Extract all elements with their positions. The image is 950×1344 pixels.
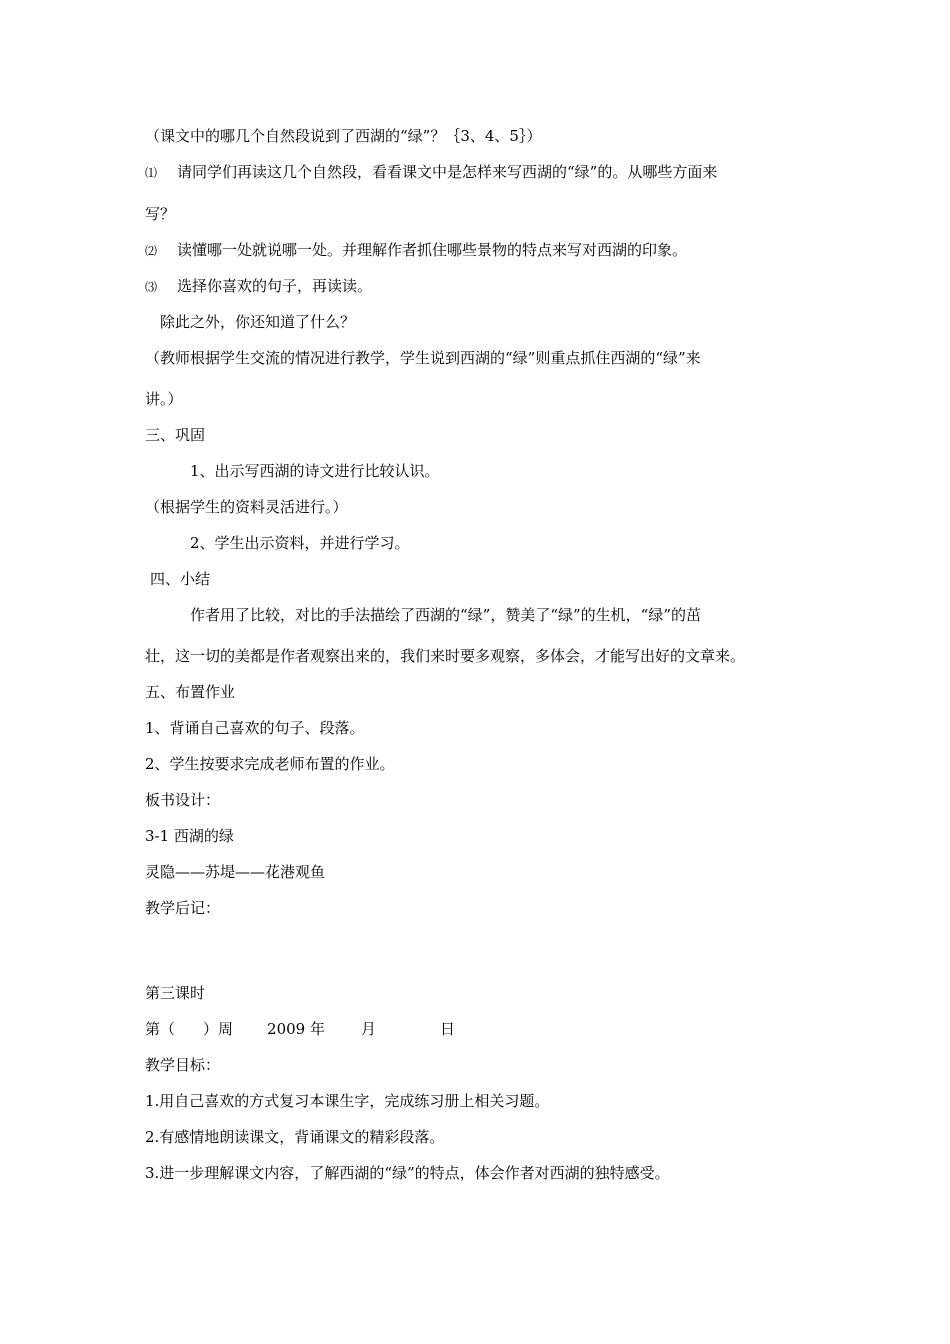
date-month: 月 [360, 1020, 376, 1038]
section-heading-homework: 五、布置作业 [145, 683, 236, 701]
section-heading-summary: 四、小结 [150, 570, 211, 588]
line-summary-2: 壮，这一切的美都是作者观察出来的，我们来时要多观察，多体会，才能写出好的文章来。 [145, 647, 746, 665]
line-board-title: 3-1 西湖的绿 [145, 827, 234, 845]
line-summary-1: 作者用了比较，对比的手法描绘了西湖的“绿”，赞美了“绿”的生机，“绿”的茁 [190, 606, 702, 624]
step-number: ⑴ [145, 166, 158, 180]
line-question-paragraphs: （课文中的哪几个自然段说到了西湖的“绿”？｛3、4、5｝） [145, 127, 542, 145]
line-objective-1: 1.用自己喜欢的方式复习本课生字，完成练习册上相关习题。 [145, 1092, 550, 1110]
step-text: 读懂哪一处就说哪一处。并理解作者抓住哪些景物的特点来写对西湖的印象。 [177, 241, 688, 259]
line-step-1-cont: 写？ [145, 205, 176, 223]
section-heading-consolidate: 三、巩固 [145, 426, 206, 444]
line-step-2 [145, 240, 687, 261]
line-consolidate-1: 1、出示写西湖的诗文进行比较认识。 [190, 462, 440, 480]
date-year: 2009 年 [267, 1020, 325, 1038]
line-board-route: 灵隐——苏堤——花港观鱼 [145, 863, 326, 881]
line-consolidate-2: 2、学生出示资料，并进行学习。 [190, 534, 410, 552]
step-number: ⑶ [145, 280, 158, 294]
line-objective-2: 2.有感情地朗读课文，背诵课文的精彩段落。 [145, 1128, 445, 1146]
step-number: ⑵ [145, 244, 158, 258]
line-homework-1: 1、背诵自己喜欢的句子、段落。 [145, 719, 365, 737]
date-week-open: 第（ [145, 1020, 176, 1038]
line-third-lesson: 第三课时 [145, 984, 206, 1002]
line-step-3 [145, 276, 372, 297]
step-text: 请同学们再读这几个自然段，看看课文中是怎样来写西湖的“绿”的。从哪些方面来 [177, 163, 718, 181]
date-day: 日 [440, 1020, 456, 1038]
line-other: 除此之外，你还知道了什么？ [160, 313, 356, 331]
line-date [145, 1019, 455, 1039]
date-week-close: ）周 [203, 1020, 234, 1038]
line-teacher-note-cont: 讲。） [145, 390, 183, 408]
line-step-1 [145, 162, 717, 183]
step-text: 选择你喜欢的句子，再读读。 [177, 277, 373, 295]
line-objectives-heading: 教学目标： [145, 1056, 221, 1074]
line-consolidate-note: （根据学生的资料灵活进行。） [145, 498, 348, 516]
line-afterword: 教学后记： [145, 899, 221, 917]
line-homework-2: 2、学生按要求完成老师布置的作业。 [145, 755, 395, 773]
line-objective-3: 3.进一步理解课文内容，了解西湖的“绿”的特点，体会作者对西湖的独特感受。 [145, 1164, 670, 1182]
line-board-design: 板书设计： [145, 791, 221, 809]
line-teacher-note: （教师根据学生交流的情况进行教学，学生说到西湖的“绿”则重点抓住西湖的“绿”来 [145, 349, 701, 367]
